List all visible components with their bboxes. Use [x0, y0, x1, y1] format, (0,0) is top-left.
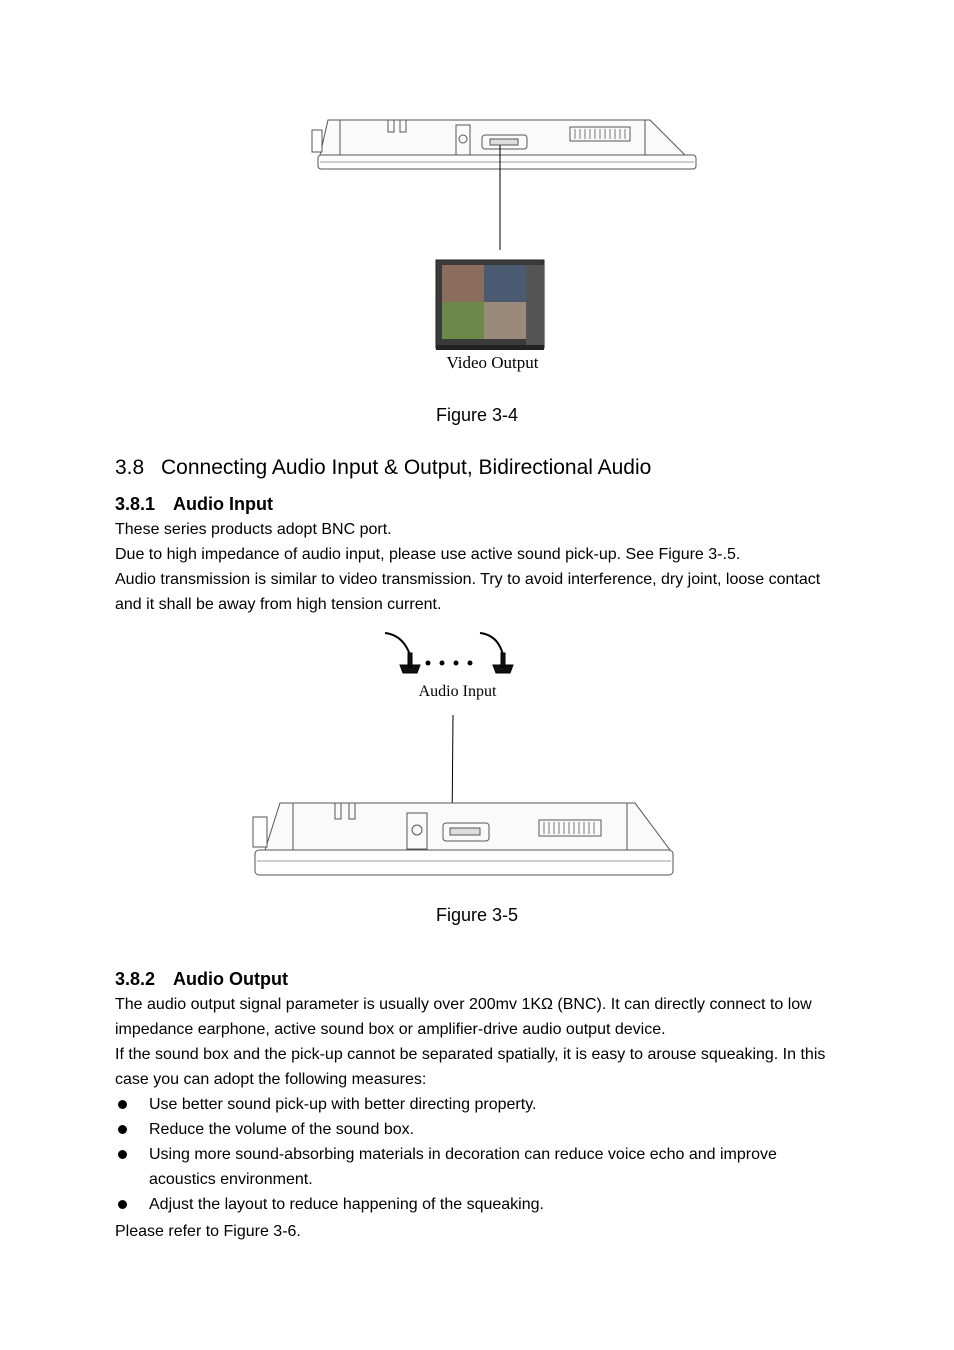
device-rear-panel [253, 803, 673, 875]
device-rear-panel [312, 120, 696, 169]
audio-input-number: 3.8.1 [115, 494, 156, 514]
video-monitor-icon [436, 260, 544, 350]
figure-3-5-diagram [245, 625, 685, 885]
figure-3-4-caption: Figure 3-4 [435, 405, 519, 425]
section-heading [115, 456, 651, 480]
figure-3-5-caption: Figure 3-5 [435, 905, 519, 925]
audio-input-line-1: These series products adopt BNC port. [115, 521, 392, 538]
bullet-icon [118, 1150, 127, 1159]
audio-output-paragraph-1: The audio output signal parameter is usually over 200mv 1KΩ (BNC). It can directly connect to low impedance earphone, active sound box or amplifier-drive audio output device. [115, 996, 812, 1038]
audio-input-line-3: Audio transmission is similar to video transmission. Try to avoid interference, dry joint, loose contact and it shall be away from high tension current. [115, 571, 821, 613]
video-output-label: Video Output [446, 353, 539, 372]
audio-output-heading [115, 969, 288, 990]
audio-output-paragraph-2: If the sound box and the pick-up cannot be separated spatially, it is easy to arouse squeaking. In this case you can adopt the following measures: [115, 1046, 826, 1088]
microphone-icon-left [385, 633, 420, 673]
bullet-icon [118, 1200, 127, 1209]
audio-input-heading [115, 494, 273, 515]
section-number: 3.8 [115, 456, 145, 479]
audio-input-label: Audio Input [418, 683, 497, 700]
audio-input-title: Audio Input [173, 494, 273, 514]
bullet-icon [118, 1125, 127, 1134]
section-title: Connecting Audio Input & Output, Bidirectional Audio [161, 456, 652, 479]
audio-input-line-2: Due to high impedance of audio input, please use active sound pick-up. See Figure 3-.5. [115, 546, 741, 563]
audio-output-footer: Please refer to Figure 3-6. [115, 1223, 301, 1240]
figure-3-4-diagram [300, 105, 710, 385]
bullet-icon [118, 1100, 127, 1109]
audio-output-number: 3.8.2 [115, 969, 156, 989]
audio-output-title: Audio Output [173, 969, 288, 989]
microphone-dots [426, 661, 473, 666]
microphone-icon-right [480, 633, 513, 673]
